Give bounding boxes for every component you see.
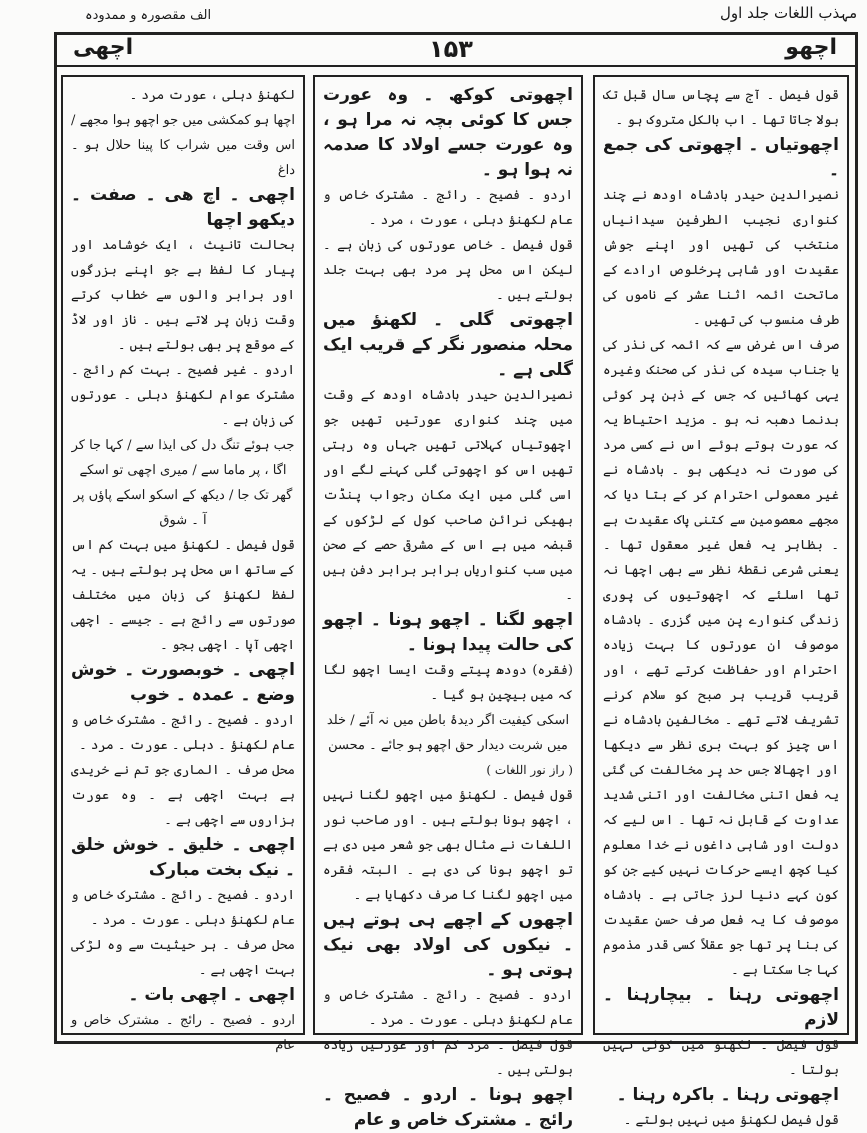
entry-text: محل صرف ۔ ہر حیثیت سے وہ لڑکی بہت اچھی ہے ۔ xyxy=(71,938,295,978)
entry-headword: اچھوں کے اچھے ہی ہوتے ہیں ۔ نیکوں کی اولاد بھی نیک ہوتی ہو ۔ xyxy=(323,910,573,980)
entry-headword: اچھی ۔ اچھی بات ۔ xyxy=(128,985,295,1005)
running-head-left: الف مقصورہ و ممدودہ xyxy=(85,8,212,23)
entry-headword: اچھوتی رہنا ۔ باکرہ رہنا ۔ xyxy=(616,1085,839,1105)
entry-headword: اچھی ۔ خلیق ۔ خوش خلق ۔ نیک بخت مبارک xyxy=(71,835,295,880)
entry-headword: اچھوتی رہنا ۔ بیچارہنا ۔ لازم xyxy=(603,985,839,1030)
entry-headword: اچھوتی کوکھ ۔ وہ عورت جس کا کوئی بچہ نہ مرا ہو ، وہ عورت جسے اولاد کا صدمہ نہ ہوا ہو ۔ xyxy=(323,85,573,180)
entry-verse: اسکی کیفیت اگر دیدۂ باطن میں نہ آئے / خلد میں شربت دیدار حق اچھو ہو جائے ۔ محسن xyxy=(326,713,570,753)
header-left-word: اچھی xyxy=(73,35,134,60)
entry-headword: اچھو ہونا ۔ اردو ۔ فصیح ۔ رائج ۔ مشترک خاص و عام xyxy=(323,1085,573,1130)
text-column-right xyxy=(593,75,849,1128)
entry-text: قول فیصل ۔ مرد کم اور عورتیں زیادہ بولتی ہیں ۔ xyxy=(323,1038,573,1078)
entry-text: (فقرہ) دودھ پیتے وقت ایسا اچھو لگا کہ میں بیچین ہو گیا ۔ xyxy=(323,663,573,703)
entry-text: اردو ۔ فصیح ۔ رائج ۔ مشترک خاص و عام لکھنؤ دہلی ، عورت ، مرد ۔ xyxy=(323,188,573,228)
running-head xyxy=(0,2,867,28)
entry-headword: اچھوتیاں ۔ اچھوتی کی جمع ۔ xyxy=(603,135,839,180)
entry-text: قول فیصل ۔ آج سے پچاس سال قبل تک بولا جاتا تھا ۔ اب بالکل متروک ہو ۔ xyxy=(603,88,839,128)
entry-text: اردو ۔ فصیح ۔ رائج ۔ مشترک خاص و عام لکھنؤ ۔ دہلی ۔ عورت ۔ مرد ۔ xyxy=(71,713,295,753)
page-header xyxy=(57,35,855,67)
entry-text: قول فیصل ۔ لکھنؤ میں اچھو لگنا نہیں ، اچھو ہونا بولتے ہیں ۔ اور صاحب نور اللغات نے مثال بھی جو شعر میں دی ہے تو اچھو ہونا کی دی ہے ۔ البتہ فقرہ میں اچھو لگنا کا صرف دکھایا ہے ۔ xyxy=(323,788,573,903)
entry-headword: اچھوتی گلی ۔ لکھنؤ میں محلہ منصور نگر کے قریب ایک گلی ہے ۔ xyxy=(323,310,573,380)
entry-text: قول فیصل ۔ لکھنؤ میں بہت کم اس کے ساتھ اس محل پر بولتے ہیں ۔ یہ لفظ لکھنؤ کی زبان میں مختلف صورتوں سے رائج ہے ۔ جیسے ۔ اچھی اچھی آپا ۔ اچھی بجو ۔ xyxy=(71,538,295,653)
entry-text: قول فیصل لکھنؤ میں نہیں بولتے ۔ xyxy=(623,1113,839,1128)
entry-text: اردو ۔ فصیح ۔ رائج ۔ مشترک خاص و عام لکھنؤ دہلی ۔ عورت ۔ مرد ۔ xyxy=(323,988,573,1028)
text-column-middle xyxy=(313,75,583,1130)
entry-headword: اچھی ۔ خوبصورت ۔ خوش وضع ۔ عمدہ ۔ خوب xyxy=(71,660,295,705)
entry-text: قول فیصل ۔ خاص عورتوں کی زبان ہے ۔ لیکن اس محل پر مرد بھی بہت جلد بولتے ہیں ۔ xyxy=(323,238,573,303)
entry-text: اردو ۔ فصیح ۔ رائج ۔ مشترک خاص و عام xyxy=(71,1013,295,1053)
entry-note: ( راز نور اللغات ) xyxy=(486,763,573,777)
entry-headword: اچھو لگنا ۔ اچھو ہونا ۔ اچھو کی حالت پیدا ہونا ۔ xyxy=(323,610,573,655)
entry-text: بحالت تانیث ، ایک خوشامد اور پیار کا لفظ ہے جو اپنے بزرگوں اور برابر والوں سے خطاب کرتے وقت زبان پر لاتے ہیں ۔ ناز اور لاڈ کے موقع پر بھی بولتے ہیں ۔ xyxy=(71,238,295,353)
entry-verse: جب ہوئے تنگ دل کی ایذا سے / کہا جا کر اگا ، پر ماما سے / میری اچھی تو اسکے گھر تک جا / دیکھ کے اسکو اسکے پاؤں پر آ ۔ شوق xyxy=(71,438,295,528)
entry-text: صرف اس غرض سے کہ ائمہ کی نذر کی یا جناب سیدہ کی نذر کی صحنک وغیرہ یہی کھائیں کہ جس کے ذہن پر کوئی بدنما دھبہ نہ ہو ۔ مزید احتیاط یہ کہ عورت ہوتے ہوئے اس نے کسی مرد کی صورت نہ دیکھی ہو ۔ بادشاہ نے غیر معمولی احترام کر کے بتا دیا کہ مجھے معصومین سے کتنی پاک عقیدت ہے ۔ بظاہر یہ فعل غیر معقول تھا ۔ یعنی شرعی نقطۂ نظر سے بھی اچھا نہ تھا اسلئے کہ اچھوتیوں کی پوری زندگی کنوارے پن میں گزری ۔ بادشاہ موصوف ان عورتوں کا بہت زیادہ احترام اور حفاظت کرتے تھے ، اور قریب قریب ہر صبح کو سلام کرنے تشریف لاتے تھے ۔ مخالفین بادشاہ نے اس چیز کو بہت بری نظر سے دیکھا اور اچھالا جس حد پر مخالفت کی گئی یہ فعل اتنی مخالفت اور اتنی شدید عداوت کے قابل نہ تھا ۔ اس لیے کہ دولت اور شاہی داغوں نے خدا معلوم کیا کچھ ایسے حرکات نہیں کیے جن کو کون کہے دنیا لرز جاتی ہے ۔ بادشاہ موصوف کا یہ فعل صرف حسن عقیدت کی بنا پر تھا جو عقلاً کسی قدر مذموم کہا جا سکتا ہے ۔ xyxy=(603,338,839,978)
page-number: ۱۵۳ xyxy=(429,35,473,63)
running-head-right: مہذب اللغات جلد اول xyxy=(720,4,858,22)
entry-text: قول فیصل ۔ لکھنؤ میں کوئی نہیں بولتا ۔ xyxy=(603,1038,839,1078)
page-frame xyxy=(54,32,858,1130)
entry-headword: اچھی ۔ اچ ھی ۔ صفت ۔ دیکھو اچھا xyxy=(71,185,295,230)
text-column-left xyxy=(61,75,305,1053)
entry-text: نصیرالدین حیدر بادشاہ اودھ کے وقت میں چند کنواری عورتیں تھیں جو اچھوتیاں کہلاتی تھیں جہاں وہ رہتی تھیں اس کو اچھوتی گلی کہنے لگے اور اسی گلی میں ایک مکان رجواب پنڈت بھیکی نرائن صاحب کول کے لڑکوں کے قبضہ میں ہے اس کے مشرقی حصے کے صحن میں سب کنواریاں برابر برابر دفن ہیں ۔ xyxy=(323,388,573,603)
header-right-word: اچھو xyxy=(785,35,837,60)
entry-text: اردو ۔ غیر فصیح ۔ بہت کم رائج ۔ مشترک عوام لکھنؤ دہلی ۔ عورتوں کی زبان ہے ۔ xyxy=(71,363,295,428)
entry-text: محل صرف ۔ الماری جو تم نے خریدی ہے بہت اچھی ہے ۔ وہ عورت ہزاروں سے اچھی ہے ۔ xyxy=(71,763,295,828)
entry-text: نصیرالدین حیدر بادشاہ اودھ نے چند کنواری نجیب الطرفین سیدانیاں منتخب کی تھیں اور اپنے جوش عقیدت اور شاہی پرخلوص ارادے کے ماتحت ائمہ اثنا عشر کے ناموں کی طرف منسوب کی تھیں ۔ xyxy=(603,188,839,328)
entry-text: اچھا ہو کمکشی میں جو اچھو ہوا مجھے / اس وقت میں شراب کا پینا حلال ہو ۔ داغ xyxy=(71,113,295,178)
entry-text: اردو ۔ فصیح ۔ رائج ۔ مشترک خاص و عام لکھنؤ دہلی ۔ عورت ۔ مرد ۔ xyxy=(71,888,295,928)
entry-text: لکھنؤ دہلی ، عورت مرد ۔ xyxy=(129,88,295,103)
